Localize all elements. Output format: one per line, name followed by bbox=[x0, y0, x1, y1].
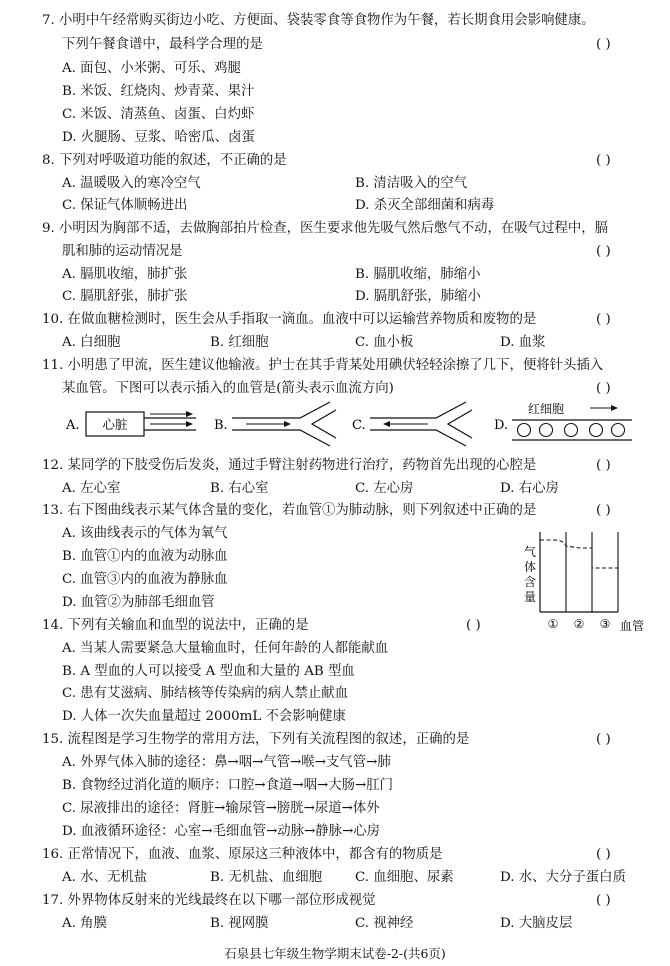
q12-option-b: B. 右心室 bbox=[210, 481, 269, 496]
q12-option-d: D. 右心房 bbox=[500, 481, 559, 496]
y-axis-label-char: 含 bbox=[524, 575, 537, 589]
q15-answer-blank[interactable]: ( ) bbox=[596, 732, 611, 747]
q9-option-a: A. 膈肌收缩，肺扩张 bbox=[62, 267, 188, 282]
q14-stem: 14. 下列有关输血和血型的说法中，正确的是 bbox=[42, 618, 309, 633]
q17-option-c: C. 视神经 bbox=[355, 916, 414, 931]
q13-stem: 13. 右下图曲线表示某气体含量的变化，若血管①为肺动脉，则下列叙述中正确的是 bbox=[42, 503, 537, 518]
q10-answer-blank[interactable]: ( ) bbox=[596, 312, 611, 327]
q15-stem: 15. 流程图是学习生物学的常用方法，下列有关流程图的叙述，正确的是 bbox=[42, 732, 470, 747]
gas-curve bbox=[540, 540, 618, 568]
q11-figure-c-label: C. bbox=[352, 418, 366, 433]
q16-option-b: B. 无机盐、血细胞 bbox=[210, 870, 323, 885]
q9-stem-line2: 肌和肺的运动情况是 bbox=[62, 244, 183, 259]
q17-option-d: D. 大脑皮层 bbox=[500, 916, 573, 931]
y-axis-label-char: 量 bbox=[524, 590, 537, 604]
q14-option-c: C. 患有艾滋病、肺结核等传染病的病人禁止献血 bbox=[62, 686, 349, 701]
q8-option-d: D. 杀灭全部细菌和病毒 bbox=[355, 198, 495, 213]
q13-option-b: B. 血管①内的血液为动脉血 bbox=[62, 549, 228, 564]
q9-answer-blank[interactable]: ( ) bbox=[596, 244, 611, 259]
rbc-circle bbox=[590, 424, 603, 437]
q17-option-a: A. 角膜 bbox=[62, 916, 107, 931]
q16-option-c: C. 血细胞、尿素 bbox=[355, 870, 454, 885]
q9-option-d: D. 膈肌舒张，肺缩小 bbox=[355, 289, 481, 304]
q13-option-d: D. 血管②为肺部毛细血管 bbox=[62, 595, 215, 610]
q14-option-a: A. 当某人需要紧急大量输血时，任何年龄的人都能献血 bbox=[62, 641, 389, 656]
q7-stem-line1: 7. 小明中午经常购买街边小吃、方便面、袋装零食等食物作为午餐，若长期食用会影响健康。 bbox=[42, 13, 595, 28]
q8-option-a: A. 温暖吸入的寒冷空气 bbox=[62, 176, 201, 191]
q17-stem: 17. 外界物体反射来的光线最终在以下哪一部位形成视觉 bbox=[42, 893, 376, 908]
q16-option-a: A. 水、无机盐 bbox=[62, 870, 148, 885]
q10-option-c: C. 血小板 bbox=[355, 335, 414, 350]
q8-stem: 8. 下列对呼吸道功能的叙述，不正确的是 bbox=[42, 153, 287, 168]
q11-stem-line2: 某血管。下图可以表示插入的血管是(箭头表示血流方向) bbox=[62, 381, 394, 396]
gas-content-graph bbox=[520, 528, 650, 636]
q10-option-a: A. 白细胞 bbox=[62, 335, 121, 350]
q11-answer-blank[interactable]: ( ) bbox=[596, 381, 611, 396]
rbc-circle bbox=[540, 424, 553, 437]
q15-option-c: C. 尿液排出的途径：肾脏→输尿管→膀胱→尿道→体外 bbox=[62, 801, 380, 816]
q7-answer-blank[interactable]: ( ) bbox=[596, 37, 611, 52]
heart-label: 心脏 bbox=[102, 417, 128, 432]
q7-stem-line2: 下列午餐食谱中，最科学合理的是 bbox=[62, 37, 263, 52]
q12-stem: 12. 某同学的下肢受伤后发炎，通过手臂注射药物进行治疗，药物首先出现的心腔是 bbox=[42, 458, 537, 473]
q11-figure-b-label: B. bbox=[214, 418, 228, 433]
rbc-circle bbox=[565, 424, 578, 437]
q12-option-c: C. 左心房 bbox=[355, 481, 414, 496]
x-tick-1: ① bbox=[547, 617, 559, 631]
rbc-circle bbox=[612, 424, 625, 437]
x-tick-2: ② bbox=[573, 617, 585, 631]
y-axis-label-char: 气 bbox=[524, 545, 537, 559]
q13-option-c: C. 血管③内的血液为静脉血 bbox=[62, 572, 228, 587]
q11-figure-a-label: A. bbox=[66, 418, 80, 433]
q16-stem: 16. 正常情况下，血液、血浆、原尿这三种液体中，都含有的物质是 bbox=[42, 847, 443, 862]
q12-option-a: A. 左心室 bbox=[62, 481, 121, 496]
q10-stem: 10. 在做血糖检测时，医生会从手指取一滴血。血液中可以运输营养物质和废物的是 bbox=[42, 312, 537, 327]
q11-vessel-figures bbox=[0, 398, 670, 454]
q12-answer-blank[interactable]: ( ) bbox=[596, 458, 611, 473]
q16-option-d: D. 水、大分子蛋白质 bbox=[500, 870, 626, 885]
rbc-label: 红细胞 bbox=[528, 402, 565, 416]
q14-option-d: D. 人体一次失血量超过 2000mL 不会影响健康 bbox=[62, 709, 346, 724]
q8-answer-blank[interactable]: ( ) bbox=[596, 153, 611, 168]
q9-option-b: B. 膈肌收缩，肺缩小 bbox=[355, 267, 481, 282]
q15-option-b: B. 食物经过消化道的顺序：口腔→食道→咽→大肠→肛门 bbox=[62, 778, 394, 793]
y-axis-label-char: 体 bbox=[524, 560, 537, 574]
x-tick-3: ③ bbox=[599, 617, 611, 631]
q17-answer-blank[interactable]: ( ) bbox=[596, 893, 611, 908]
q15-option-a: A. 外界气体入肺的途径：鼻→咽→气管→喉→支气管→肺 bbox=[62, 755, 391, 770]
q8-option-c: C. 保证气体顺畅进出 bbox=[62, 198, 188, 213]
q10-option-b: B. 红细胞 bbox=[210, 335, 269, 350]
q7-option-d: D. 火腿肠、豆浆、哈密瓜、卤蛋 bbox=[62, 130, 255, 145]
q11-stem-line1: 11. 小明患了甲流，医生建议他输液。护士在其手背某处用碘伏轻轻涂擦了几下，便将针头插入 bbox=[42, 358, 604, 373]
q10-option-d: D. 血浆 bbox=[500, 335, 546, 350]
x-axis-label: 血管 bbox=[620, 619, 645, 633]
page-footer: 石泉县七年级生物学期末试卷-2-(共6页) bbox=[224, 946, 446, 961]
q7-option-a: A. 面包、小米粥、可乐、鸡腿 bbox=[62, 61, 241, 76]
rbc-circle bbox=[518, 424, 531, 437]
q13-option-a: A. 该曲线表示的气体为氧气 bbox=[62, 526, 228, 541]
q17-option-b: B. 视网膜 bbox=[210, 916, 269, 931]
q9-stem-line1: 9. 小明因为胸部不适，去做胸部拍片检查，医生要求他先吸气然后憋气不动，在吸气过程中，膈 bbox=[42, 221, 609, 236]
q7-option-b: B. 米饭、红烧肉、炒青菜、果汁 bbox=[62, 84, 255, 99]
q9-option-c: C. 膈肌舒张，肺扩张 bbox=[62, 289, 188, 304]
q8-option-b: B. 清洁吸入的空气 bbox=[355, 176, 468, 191]
q7-option-c: C. 米饭、清蒸鱼、卤蛋、白灼虾 bbox=[62, 107, 255, 122]
q16-answer-blank[interactable]: ( ) bbox=[596, 847, 611, 862]
q14-answer-blank[interactable]: ( ) bbox=[466, 618, 481, 633]
q15-option-d: D. 血液循环途径：心室→毛细血管→动脉→静脉→心房 bbox=[62, 824, 381, 839]
q13-answer-blank[interactable]: ( ) bbox=[596, 503, 611, 518]
q11-figure-d-label: D. bbox=[494, 418, 509, 433]
q14-option-b: B. A 型血的人可以接受 A 型血和大量的 AB 型血 bbox=[62, 664, 355, 679]
